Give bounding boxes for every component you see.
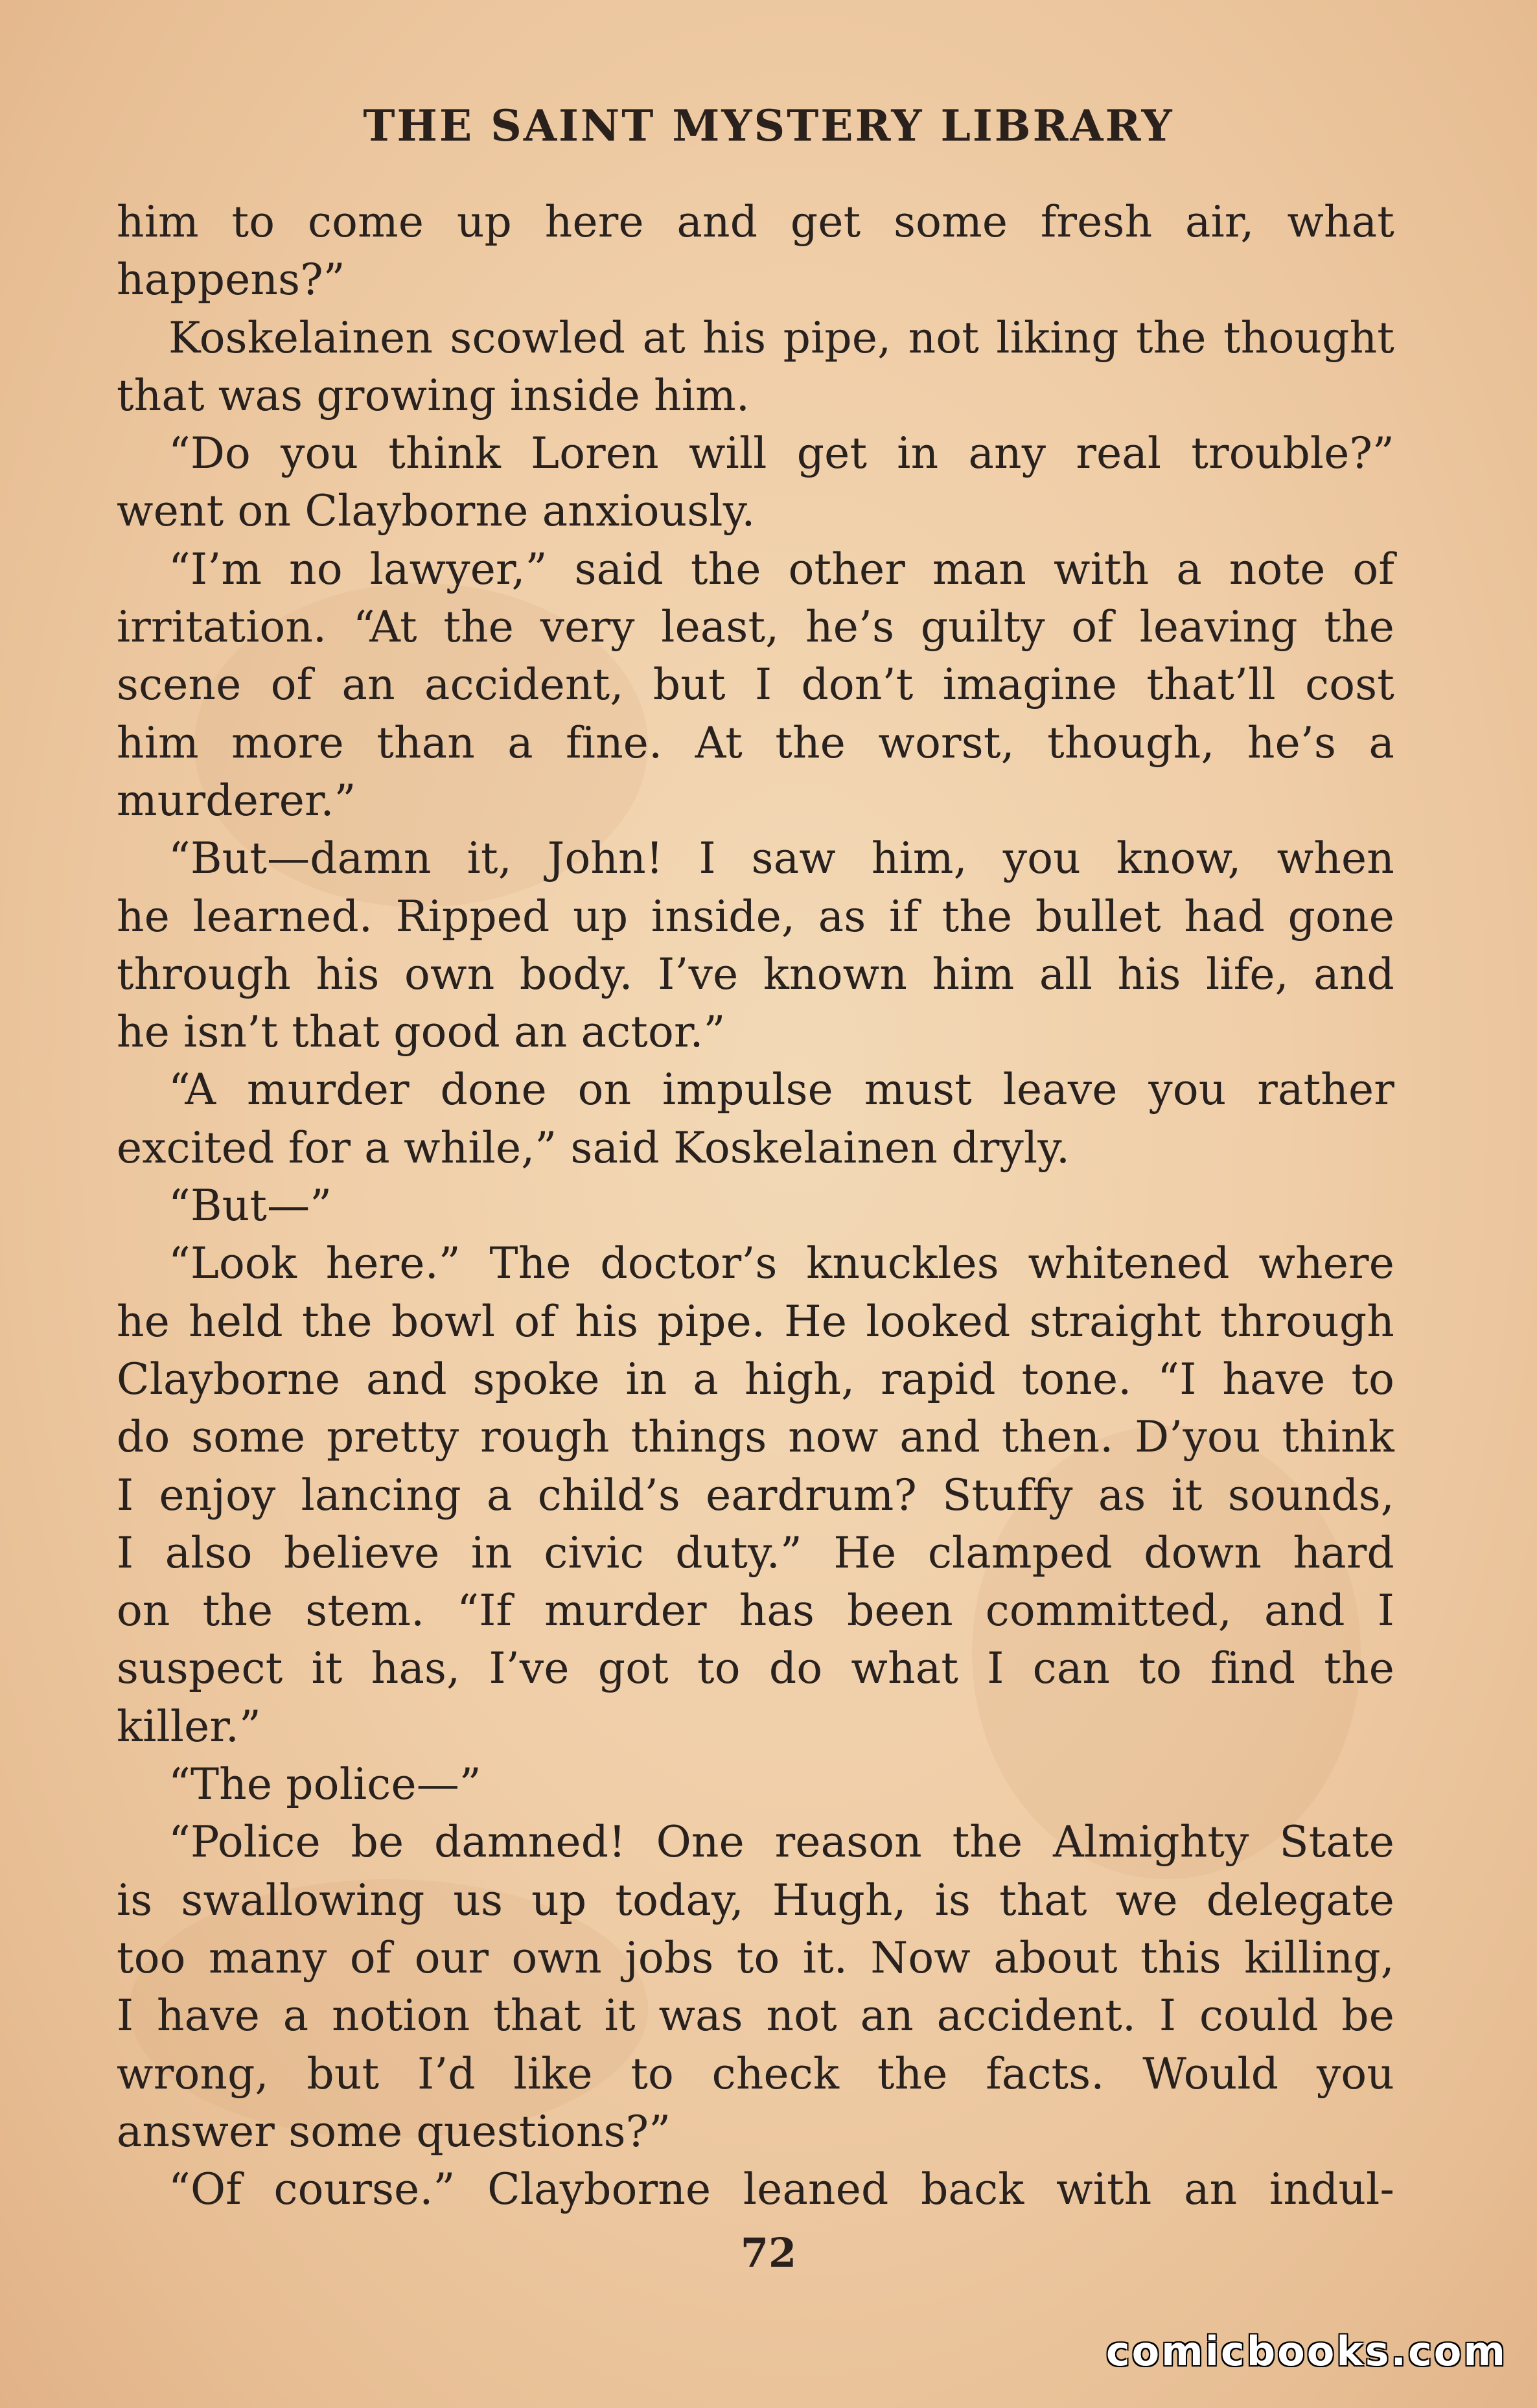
page-number: 72 <box>740 2229 797 2276</box>
text-line: suspect it has, I’ve got to do what I can to find the <box>117 1643 1394 1694</box>
text-line: too many of our own jobs to it. Now about this killing, <box>117 1932 1394 1983</box>
text-line: “But—” <box>168 1181 332 1231</box>
text-line: “Do you think Loren will get in any real trouble?” <box>168 428 1394 479</box>
text-line: him to come up here and get some fresh air, what <box>117 197 1394 247</box>
text-line: I also believe in civic duty.” He clamped down hard <box>117 1527 1394 1578</box>
text-line: “But—damn it, John! I saw him, you know, when <box>168 833 1394 884</box>
text-line: killer.” <box>117 1701 261 1752</box>
text-line: through his own body. I’ve known him all his life, and <box>117 949 1394 999</box>
text-line: “I’m no lawyer,” said the other man with a note of <box>168 544 1394 594</box>
text-line: “Police be damned! One reason the Almighty State <box>168 1817 1394 1868</box>
text-line: scene of an accident, but I don’t imagine that’ll cost <box>117 660 1394 710</box>
text-line: “A murder done on impulse must leave you rather <box>168 1065 1394 1115</box>
text-line: him more than a fine. At the worst, though, he’s a <box>117 717 1394 768</box>
text-line: is swallowing us up today, Hugh, is that we delegate <box>117 1875 1394 1925</box>
running-head: THE SAINT MYSTERY LIBRARY <box>363 100 1174 151</box>
text-line: that was growing inside him. <box>117 370 750 421</box>
watermark: comicbooks.com <box>1105 2328 1507 2375</box>
text-line: went on Clayborne anxiously. <box>117 486 756 537</box>
text-line: “Look here.” The doctor’s knuckles whitened where <box>168 1238 1394 1289</box>
text-line: he isn’t that good an actor.” <box>117 1007 726 1058</box>
text-line: wrong, but I’d like to check the facts. Would you <box>117 2048 1394 2099</box>
text-line: “The police—” <box>168 1759 481 1810</box>
text-line: do some pretty rough things now and then. D’you think <box>117 1412 1394 1463</box>
text-line: happens?” <box>117 255 345 305</box>
text-line: he held the bowl of his pipe. He looked straight through <box>117 1296 1394 1347</box>
text-line: irritation. “At the very least, he’s guilty of leaving the <box>117 602 1394 653</box>
text-line: I enjoy lancing a child’s eardrum? Stuffy as it sounds, <box>117 1470 1394 1520</box>
text-line: excited for a while,” said Koskelainen dryly. <box>117 1122 1070 1173</box>
text-line: he learned. Ripped up inside, as if the bullet had gone <box>117 891 1394 942</box>
text-line: murderer.” <box>117 775 356 826</box>
text-line: on the stem. “If murder has been committed, and I <box>117 1586 1394 1636</box>
text-line: “Of course.” Clayborne leaned back with an indul- <box>168 2164 1394 2215</box>
text-line: Clayborne and spoke in a high, rapid tone. “I have to <box>117 1354 1394 1404</box>
text-line: I have a notion that it was not an accident. I could be <box>117 1991 1394 2041</box>
body-text <box>117 193 1394 2218</box>
text-line: answer some questions?” <box>117 2106 671 2157</box>
text-line: Koskelainen scowled at his pipe, not liking the thought <box>168 312 1394 363</box>
